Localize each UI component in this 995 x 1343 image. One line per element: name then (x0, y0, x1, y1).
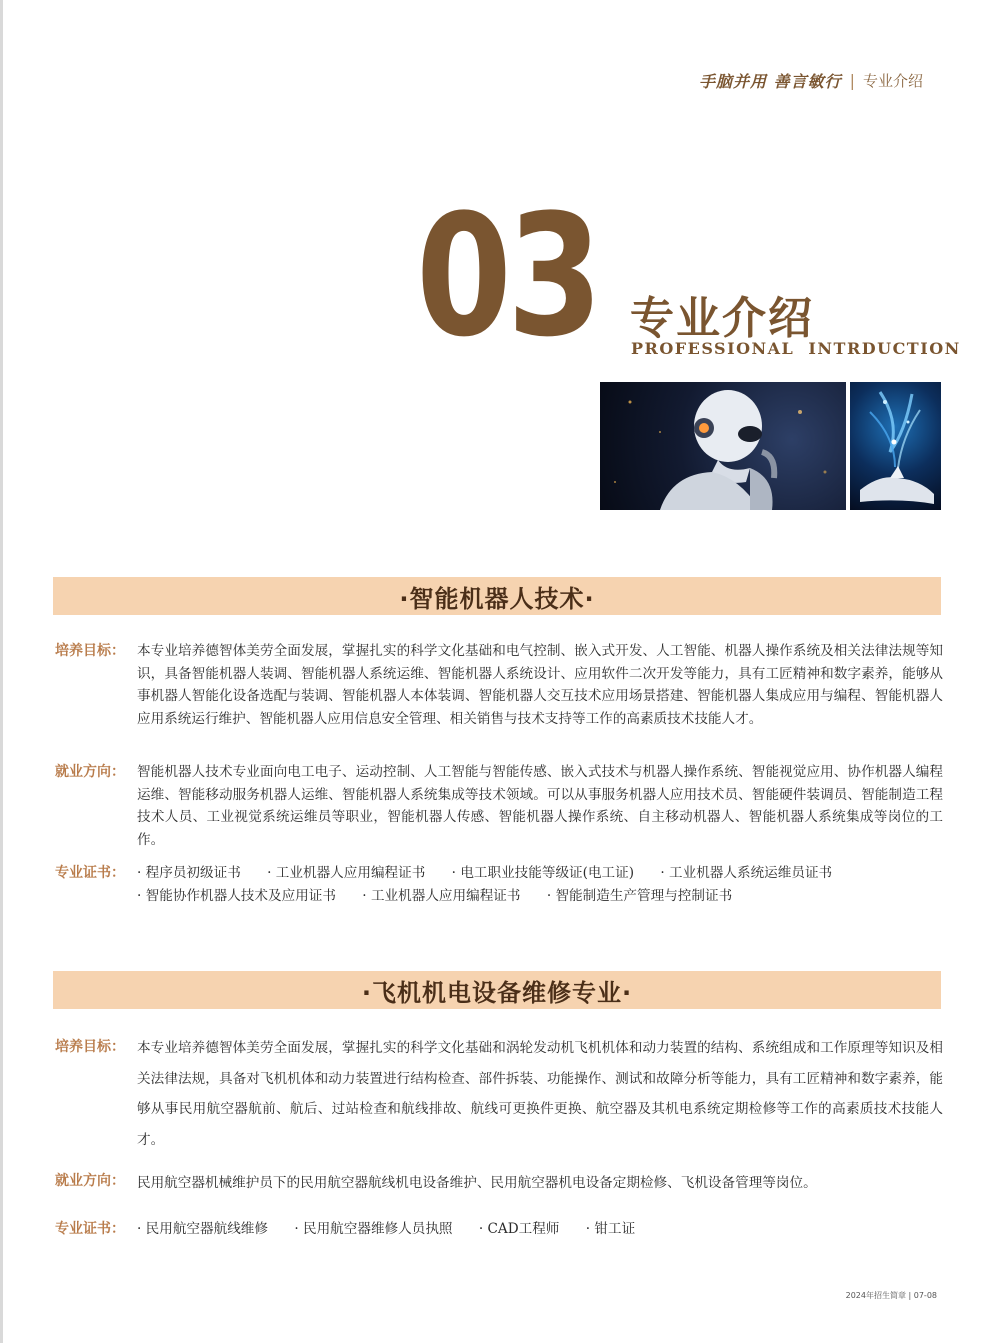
section-title: ·飞机机电设备维修专业· (361, 978, 633, 1007)
cert-label: 专业证书： (55, 1221, 125, 1237)
cert-label: 专业证书： (55, 865, 125, 881)
chapter-title-english: PROFESSIONAL INTRDUCTION (631, 339, 961, 358)
cert-item: · 电工职业技能等级证(电工证) (452, 862, 634, 885)
cert-item: · 民用航空器维修人员执照 (294, 1218, 452, 1241)
section-banner-aircraft (53, 971, 941, 1009)
header-section-title: 专业介绍 (862, 71, 923, 90)
header-separator: | (849, 70, 855, 90)
goal-label: 培养目标： (55, 643, 125, 659)
page-header (699, 68, 923, 92)
section-title: ·智能机器人技术· (399, 584, 595, 613)
career-label: 就业方向： (55, 764, 125, 780)
career-text: 智能机器人技术专业面向电工电子、运动控制、人工智能与智能传感、嵌入式技术与机器人操作系统、智能视觉应用、协作机器人编程运维、智能移动服务机器人运维、智能机器人系统集成等技术领域。可以从事服务机器人应用技术员、智能硬件装调员、智能制造工程技术人员、工业视觉系统运维员等职业，智能机器人传感、智能机器人操作系统、自主移动机器人、智能机器人系统集成等岗位的工作。 (137, 764, 943, 849)
career-text: 民用航空器机械维护员下的民用航空器航线机电设备维护、民用航空器机电设备定期检修、飞机设备管理等岗位。 (137, 1175, 817, 1191)
cert-item: · 民用航空器航线维修 (137, 1218, 268, 1241)
cert-item: · 工业机器人应用编程证书 (362, 885, 520, 908)
goal-label: 培养目标： (55, 1039, 125, 1055)
data-stream-illustration (850, 382, 941, 510)
page-footer: 2024年招生简章 | 07-08 (845, 1291, 937, 1300)
chapter-number: 03 (416, 178, 598, 374)
cert-item: · 钳工证 (586, 1218, 635, 1241)
career-label: 就业方向： (55, 1173, 125, 1189)
cert-line-1 (137, 862, 943, 885)
cert-line-2 (137, 885, 943, 908)
robot-illustration (600, 382, 846, 510)
cert-list (137, 862, 943, 907)
chapter-title: 专业介绍 (630, 293, 814, 344)
page-edge (0, 0, 3, 1343)
robot-thinking-photo (600, 382, 846, 510)
goal-text: 本专业培养德智体美劳全面发展，掌握扎实的科学文化基础和电气控制、嵌入式开发、人工智能、机器人操作系统及相关法律法规等知识，具备智能机器人装调、智能机器人系统运维、智能机器人系统设计、应用软件二次开发等能力，具有工匠精神和数字素养，能够从事机器人智能化设备选配与装调、智能机器人本体装调、智能机器人交互技术应用场景搭建、智能机器人集成应用与编程、智能机器人应用系统运行维护、智能机器人应用信息安全管理、相关销售与技术支持等工作的高素质技术技能人才。 (137, 643, 943, 728)
cert-item: · 程序员初级证书 (137, 862, 241, 885)
goal-text: 本专业培养德智体美劳全面发展，掌握扎实的科学文化基础和涡轮发动机飞机机体和动力装置的结构、系统组成和工作原理等知识及相关法律法规，具备对飞机机体和动力装置进行结构检查、部件拆装、功能操作、测试和故障分析等能力，具有工匠精神和数字素养，能够从事民用航空器航前、航后、过站检查和航线排故、航线可更换件更换、航空器及其机电系统定期检修等工作的高素质技术技能人才。 (137, 1040, 943, 1148)
cert-item: · 工业机器人应用编程证书 (267, 862, 425, 885)
cert-item: · CAD工程师 (479, 1218, 560, 1241)
school-slogan: 手脑并用 善言敏行 (699, 71, 842, 91)
cert-item: · 工业机器人系统运维员证书 (660, 862, 832, 885)
cert-line-1 (137, 1218, 943, 1241)
cert-item: · 智能制造生产管理与控制证书 (547, 885, 732, 908)
robot-hand-data-photo (850, 382, 941, 510)
cert-list (137, 1218, 943, 1241)
section-banner-robotics (53, 577, 941, 615)
cert-item: · 智能协作机器人技术及应用证书 (137, 885, 336, 908)
